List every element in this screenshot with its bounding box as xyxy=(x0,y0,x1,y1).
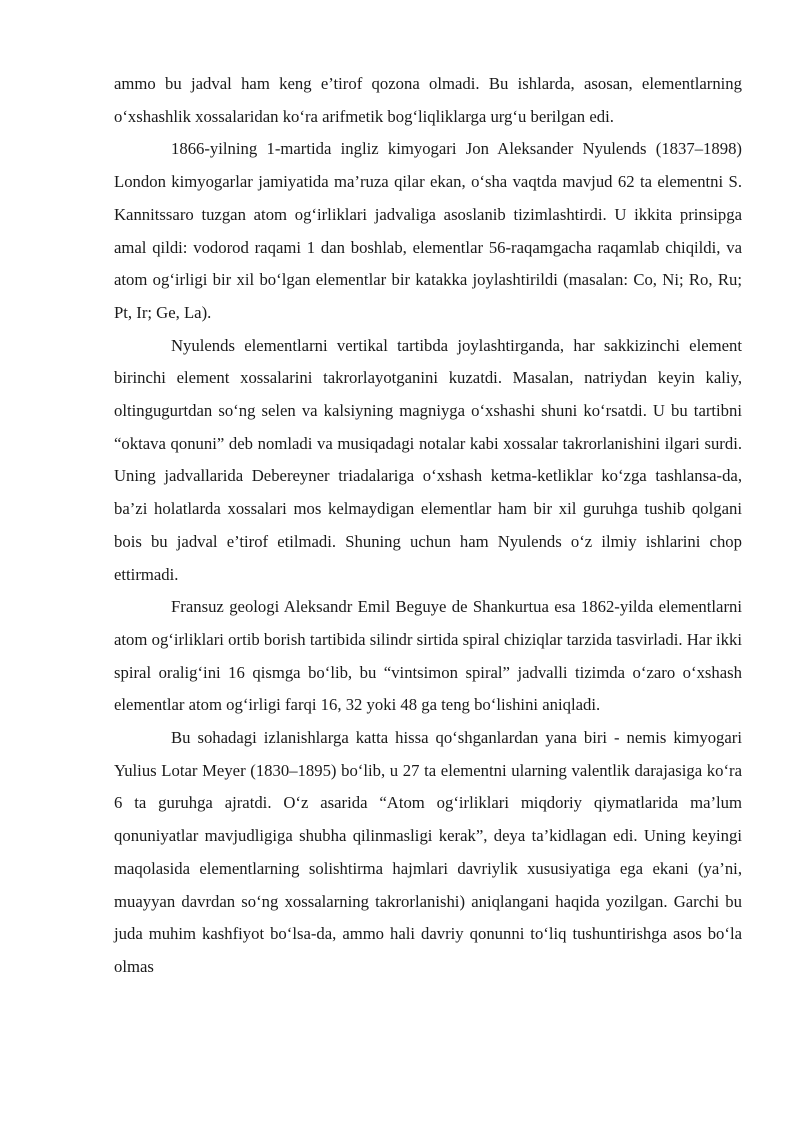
paragraph-chancourtois-spiral: Fransuz geologi Aleksandr Emil Beguye de Shankurtua esa 1862-yilda elementlarni atom og‘irliklari ortib borish tartibida silindr sirtida spiral chiziqlar tarzida tasvirladi. Har ikki spiral oralig‘ini 16 qismga bo‘lib, bu “vintsimon spiral” jadvalli tizimda o‘zaro o‘xshash elementlar atom og‘irligi farqi 16, 32 yoki 48 ga teng bo‘lishini aniqladi. xyxy=(114,597,742,715)
paragraph-nyulends-1866: 1866-yilning 1-martida ingliz kimyogari Jon Aleksander Nyulends (1837–1898) London kimyogarlar jamiyatida ma’ruza qilar ekan, o‘sha vaqtda mavjud 62 ta elementni S. Kannitssaro tuzgan atom og‘irliklari jadvaliga asoslanib tizimlashtirdi. U ikkita prinsipga amal qildi: vodorod raqami 1 dan boshlab, elementlar 56-raqamgacha raqamlab chiqildi, va atom og‘irligi bir xil bo‘lgan elementlar bir katakka joylashtirildi (masalan: Co, Ni; Ro, Ru; Pt, Ir; Ge, La). xyxy=(114,139,742,322)
paragraph-continuation: ammo bu jadval ham keng e’tirof qozona olmadi. Bu ishlarda, asosan, elementlarning o‘xshashlik xossalaridan ko‘ra arifmetik bog‘liqliklarga urg‘u berilgan edi. xyxy=(114,74,742,126)
paragraph-lothar-meyer: Bu sohadagi izlanishlarga katta hissa qo‘shganlardan yana biri - nemis kimyogari Yulius Lotar Meyer (1830–1895) bo‘lib, u 27 ta elementni ularning valentlik darajasiga ko‘ra 6 ta guruhga ajratdi. O‘z asarida “Atom og‘irliklari miqdoriy qiymatlarida ma’lum qonuniyatlar mavjudligiga shubha qilinmasligi kerak”, deya ta’kidlagan edi. Uning keyingi maqolasida elementlarning solishtirma hajmlari davriylik xususiyatiga ega ekani (ya’ni, muayyan davrdan so‘ng xossalarning takrorlanishi) aniqlangani haqida yozilgan. Garchi bu juda muhim kashfiyot bo‘lsa-da, ammo hali davriy qonunni to‘liq tushuntirishga asos bo‘la olmas xyxy=(114,728,742,976)
paragraph-octave-law: Nyulends elementlarni vertikal tartibda joylashtirganda, har sakkizinchi element birinchi element xossalarini takrorlayotganini kuzatdi. Masalan, natriydan keyin kaliy, oltingugurtdan so‘ng selen va kalsiyning magniyga o‘xshashi shuni ko‘rsatdi. U bu tartibni “oktava qonuni” deb nomladi va musiqadagi notalar kabi xossalar takrorlanishini ilgari surdi. Uning jadvallarida Debereyner triadalariga o‘xshash ketma-ketliklar ko‘zga tashlansa-da, ba’zi holatlarda xossalari mos kelmaydigan elementlar ham bir xil guruhga tushib qolgani bois bu jadval e’tirof etilmadi. Shuning uchun ham Nyulends o‘z ilmiy ishlarini chop ettirmadi. xyxy=(114,335,742,584)
body-text xyxy=(114,68,742,984)
